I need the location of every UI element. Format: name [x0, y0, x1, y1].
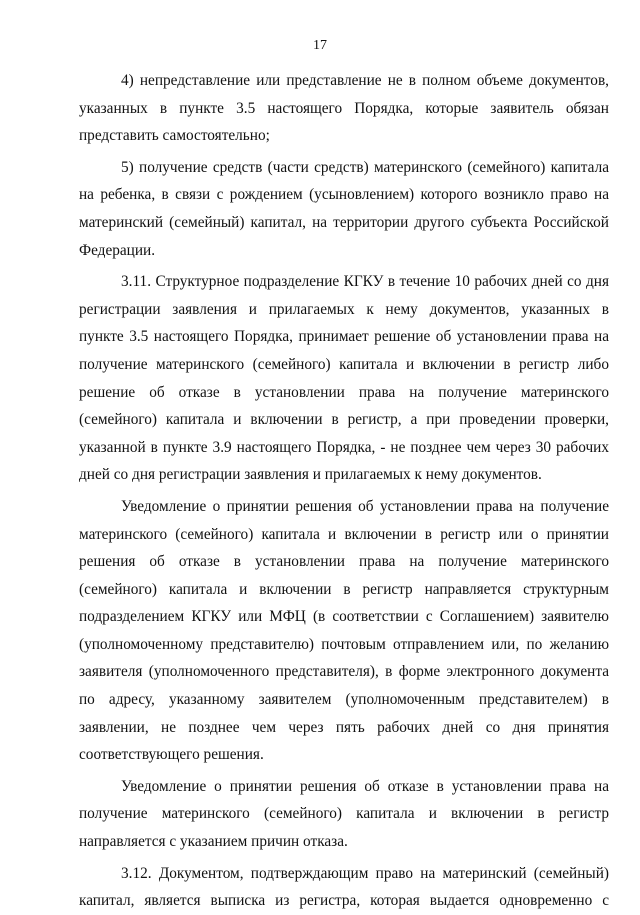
- text-line: материнский (семейный) капитал, на территории другого субъекта Российской: [79, 213, 609, 231]
- text-line: 3.12. Документом, подтверждающим право на материнский (семейный): [121, 864, 609, 882]
- text-line: пункте 3.5 настоящего Порядка, принимает решение об установлении права на: [79, 328, 609, 346]
- text-line: заявителя (уполномоченного представителя), в форме электронного документа: [79, 663, 609, 681]
- text-line: по адресу, указанному заявителем (уполномоченным представителем) в: [79, 691, 609, 709]
- text-line: представить самостоятельно;: [79, 127, 270, 145]
- text-line: указанной в пункте 3.9 настоящего Порядка, - не позднее чем через 30 рабочих: [79, 438, 609, 456]
- text-line: заявлении, не позднее чем через пять рабочих дней со дня принятия: [79, 718, 609, 736]
- paragraph-section-3-12: [79, 860, 609, 915]
- text-line: регистрации заявления и прилагаемых к нему документов, указанных в: [79, 300, 609, 318]
- text-line: Уведомление о принятии решения об отказе в установлении права на: [121, 777, 609, 795]
- page-number: 17: [313, 38, 327, 53]
- text-line: дней со дня регистрации заявления и прилагаемых к нему документов.: [79, 466, 542, 484]
- text-line: соответствующего решения.: [79, 746, 264, 764]
- paragraph-item-4: [79, 67, 609, 150]
- text-line: (семейного) капитала и включении в регистр направляется структурным: [79, 580, 609, 598]
- text-line: на ребенка, в связи с рождением (усыновлением) которого возникло право на: [79, 186, 609, 204]
- text-line: подразделением КГКУ или МФЦ (в соответствии с Соглашением) заявителю: [79, 608, 609, 626]
- text-line: (уполномоченному представителю) почтовым отправлением или, по желанию: [79, 635, 609, 653]
- paragraph-notification-refusal: [79, 773, 609, 856]
- text-line: решения об отказе в установлении права на получение материнского: [79, 553, 609, 571]
- text-line: 5) получение средств (части средств) материнского (семейного) капитала: [121, 158, 609, 176]
- text-line: материнского (семейного) капитала и включении в регистр или о принятии: [79, 525, 609, 543]
- text-line: 3.11. Структурное подразделение КГКУ в течение 10 рабочих дней со дня: [121, 273, 609, 291]
- text-line: получение материнского (семейного) капитала и включении в регистр либо: [79, 355, 609, 373]
- paragraph-section-3-11: [79, 268, 609, 489]
- document-body: [79, 67, 609, 915]
- text-line: указанных в пункте 3.5 настоящего Порядка, которые заявитель обязан: [79, 99, 609, 117]
- text-line: капитал, является выписка из регистра, которая выдается одновременно с: [79, 892, 609, 910]
- text-line: решение об отказе в установлении права на получение материнского: [79, 383, 609, 401]
- text-line: Уведомление о принятии решения об установлении права на получение: [121, 497, 609, 515]
- paragraph-notification-decision: [79, 493, 609, 769]
- text-line: направляется с указанием причин отказа.: [79, 833, 348, 851]
- text-line: 4) непредставление или представление не в полном объеме документов,: [121, 72, 609, 89]
- text-line: Федерации.: [79, 241, 156, 259]
- text-line: (семейного) капитала и включении в регистр, а при проведении проверки,: [79, 411, 609, 429]
- text-line: получение материнского (семейного) капитала и включении в регистр: [79, 805, 609, 823]
- paragraph-item-5: [79, 154, 609, 264]
